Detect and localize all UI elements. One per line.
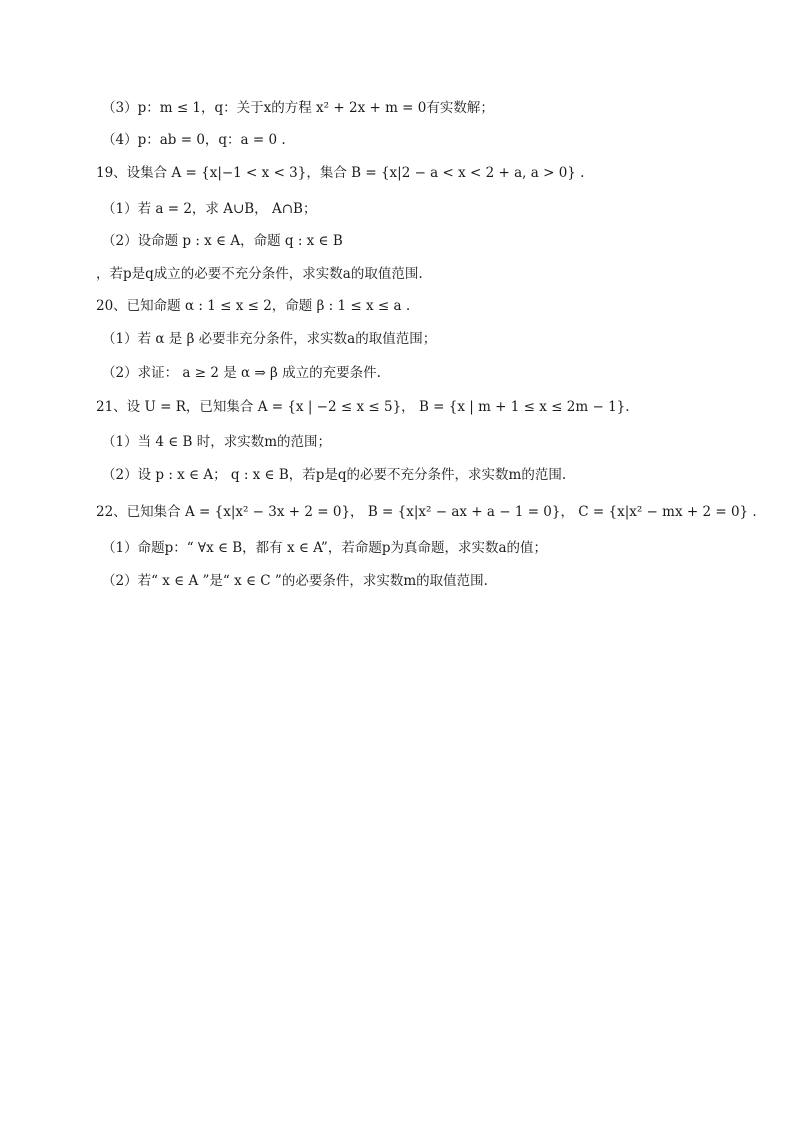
q18-part4-line: （4）p：ab = 0，q：a = 0 . <box>102 132 286 148</box>
q21-stem-line: 21、设 U = R，已知集合 A = {x | −2 ≤ x ≤ 5}， B = {x | m + 1 ≤ x ≤ 2m − 1}. <box>96 399 630 415</box>
q19-stem-line: 19、设集合 A = {x|−1 < x < 3}，集合 B = {x|2 − a < x < 2 + a, a > 0} . <box>96 165 585 181</box>
q22-stem-line: 22、已知集合 A = {x|x² − 3x + 2 = 0}， B = {x|x² − ax + a − 1 = 0}， C = {x|x² − mx + 2 = 0} . <box>96 504 757 520</box>
q22-part1-line: （1）命题p：“ ∀x ∈ B，都有 x ∈ A”，若命题p为真命题，求实数a的值； <box>102 540 548 556</box>
q20-part1-line: （1）若 α 是 β 必要非充分条件，求实数a的取值范围； <box>102 331 437 347</box>
q18-part3-line: （3）p：m ≤ 1，q：关于x的方程 x² + 2x + m = 0有实数解； <box>102 100 494 116</box>
q20-stem-line: 20、已知命题 α : 1 ≤ x ≤ 2，命题 β : 1 ≤ x ≤ a . <box>96 298 411 314</box>
q21-part1-line: （1）当 4 ∈ B 时，求实数m的范围； <box>102 434 332 450</box>
q19-part2-line: （2）设命题 p : x ∈ A，命题 q : x ∈ B <box>102 233 343 249</box>
q19-part1-line: （1）若 a = 2，求 A∪B， A∩B； <box>102 201 317 217</box>
q20-part2-line: （2）求证： a ≥ 2 是 α ⇒ β 成立的充要条件. <box>102 365 381 381</box>
q21-part2-line: （2）设 p : x ∈ A； q : x ∈ B，若p是q的必要不充分条件，求实数m的范围. <box>102 467 567 483</box>
q22-part2-line: （2）若“ x ∈ A ”是“ x ∈ C ”的必要条件，求实数m的取值范围. <box>102 573 488 589</box>
q19-part2-continuation-line: ，若p是q成立的必要不充分条件，求实数a的取值范围. <box>96 266 423 282</box>
